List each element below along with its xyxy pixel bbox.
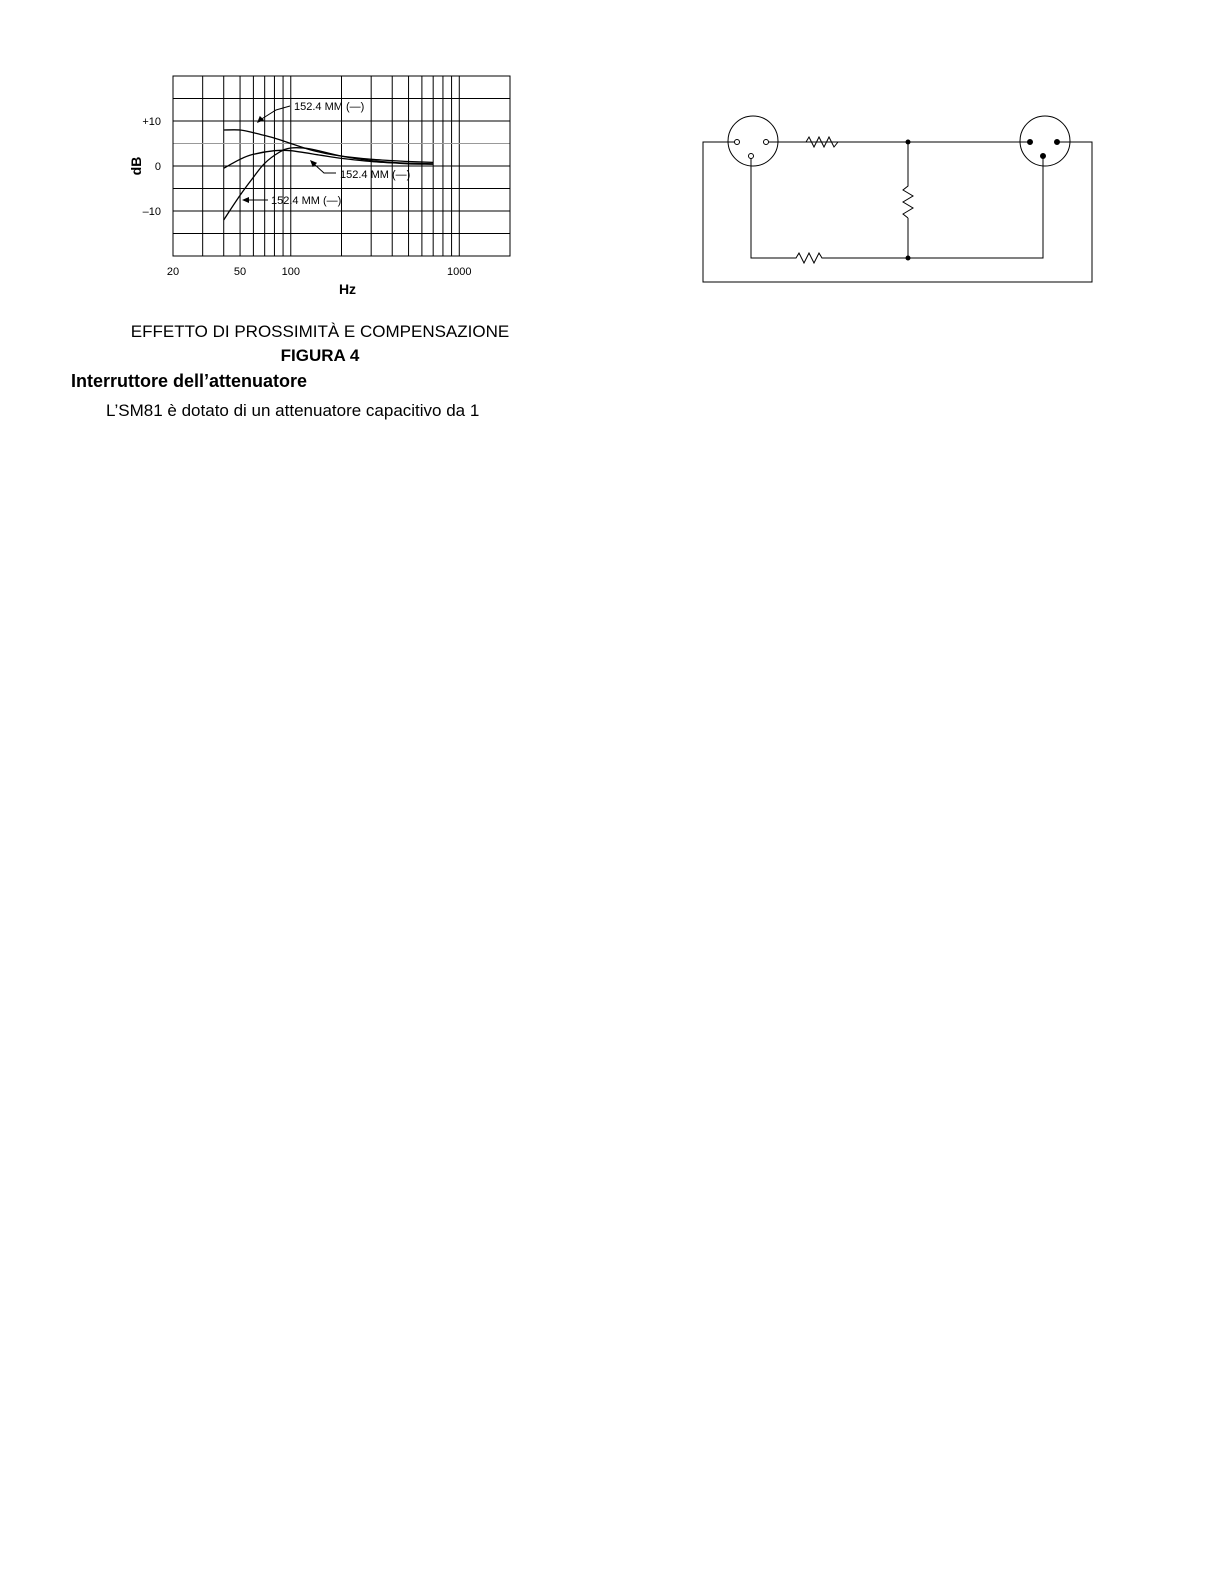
- series-line-3: [224, 148, 434, 220]
- body-paragraph: L’SM81 è dotato di un attenuatore capacitivo da 1: [106, 401, 480, 420]
- y-axis-title: dB: [128, 156, 144, 176]
- y-tick-label: +10: [142, 116, 161, 128]
- series-label-leader-2: [314, 164, 336, 173]
- x-tick-labels: [167, 266, 472, 278]
- attenuator-circuit-diagram: [695, 105, 1105, 290]
- x-tick-label: 1000: [447, 266, 472, 278]
- x-tick-label: 50: [233, 266, 247, 278]
- y-tick-labels: [142, 116, 161, 218]
- shunt-resistor: [903, 182, 913, 218]
- x-axis-title: Hz: [338, 281, 357, 297]
- series-label-1: 152.4 MM (—): [294, 101, 365, 113]
- section-heading: Interruttore dell’attenuatore: [71, 371, 308, 391]
- x-tick-label: 100: [281, 266, 300, 278]
- proximity-effect-chart: [110, 60, 530, 305]
- series-label-arrowhead-3: [242, 197, 249, 203]
- x-tick-label: 20: [166, 266, 180, 278]
- y-tick-label: 0: [154, 161, 161, 173]
- series-label-3: 152.4 MM (—): [271, 195, 342, 207]
- y-tick-label: –10: [142, 206, 161, 218]
- series-resistor-bottom: [793, 253, 825, 263]
- series-line-1: [224, 130, 434, 163]
- figure-number-label: FIGURA 4: [280, 346, 360, 365]
- series-label-2: 152.4 MM (—): [340, 169, 411, 181]
- series-label-arrowhead-1: [257, 116, 264, 123]
- figure-caption-title: EFFETTO DI PROSSIMITÀ E COMPENSAZIONE: [130, 322, 510, 341]
